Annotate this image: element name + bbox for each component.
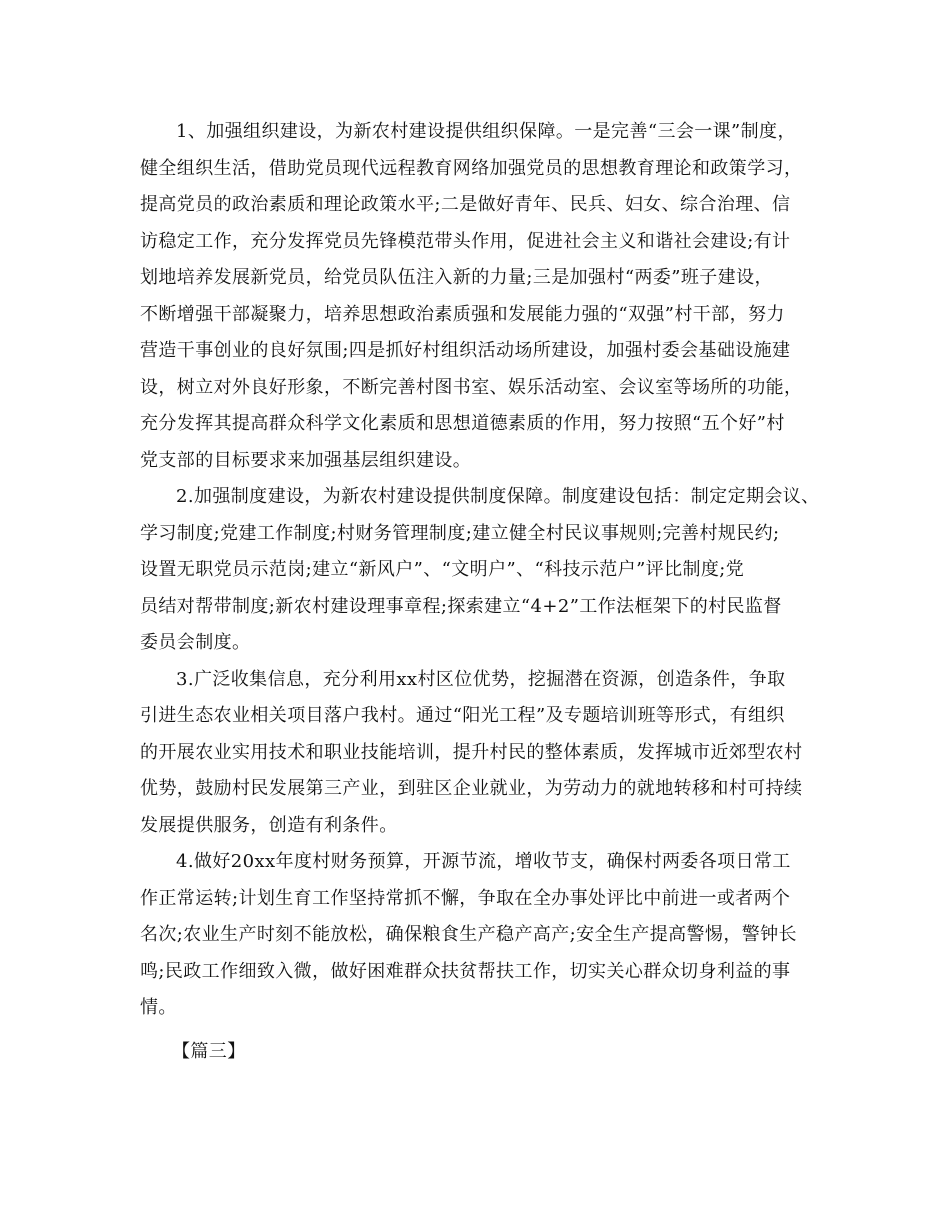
paragraph-line: 鸣;民政工作细致入微，做好困难群众扶贫帮扶工作，切实关心群众切身利益的事	[140, 960, 791, 982]
paragraph-line: 提高党员的政治素质和理论政策水平;二是做好青年、民兵、妇女、综合治理、信	[140, 194, 791, 215]
section-heading: 【篇三】	[172, 1040, 246, 1062]
paragraph-line: 健全组织生活，借助党员现代远程教育网络加强党员的思想教育理论和政策学习，	[140, 157, 803, 179]
paragraph-line: 设置无职党员示范岗;建立“新风户”、“文明户”、“科技示范户”评比制度;党	[140, 559, 745, 580]
paragraph-line: 情。	[140, 997, 177, 1018]
document-body	[140, 114, 830, 1070]
paragraph-line: 3.广泛收集信息，充分利用xx村区位优势，挖掘潜在资源，创造条件，争取	[176, 668, 786, 690]
paragraph-line: 不断增强干部凝聚力，培养思想政治素质强和发展能力强的“双强”村干部，努力	[140, 303, 785, 325]
paragraph-line: 访稳定工作，充分发挥党员先锋模范带头作用，促进社会主义和谐社会建设;有计	[140, 230, 791, 252]
paragraph-line: 优势，鼓励村民发展第三产业，到驻区企业就业，为劳动力的就地转移和村可持续	[140, 778, 803, 799]
paragraph-line: 营造干事创业的良好氛围;四是抓好村组织活动场所建设，加强村委会基础设施建	[140, 340, 791, 361]
paragraph-1	[140, 114, 830, 479]
paragraph-line: 作正常运转;计划生育工作坚持常抓不懈，争取在全办事处评比中前进一或者两个	[140, 887, 791, 909]
paragraph-line: 引进生态农业相关项目落户我村。通过“阳光工程”及专题培训班等形式，有组织	[140, 705, 785, 726]
paragraph-line: 学习制度;党建工作制度;村财务管理制度;建立健全村民议事规则;完善村规民约;	[140, 522, 780, 544]
paragraph-line: 4.做好20xx年度村财务预算，开源节流，增收节支，确保村两委各项日常工	[176, 851, 791, 872]
paragraph-line: 2.加强制度建设，为新农村建设提供制度保障。制度建设包括：制定定期会议、	[176, 486, 820, 507]
paragraph-2	[140, 479, 830, 662]
paragraph-line: 充分发挥其提高群众科学文化素质和思想道德素质的作用，努力按照“五个好”村	[140, 413, 785, 434]
paragraph-4	[140, 844, 830, 1027]
paragraph-line: 设，树立对外良好形象，不断完善村图书室、娱乐活动室、会议室等场所的功能，	[140, 376, 803, 398]
paragraph-line: 的开展农业实用技术和职业技能培训，提升村民的整体素质，发挥城市近郊型农村	[140, 741, 803, 763]
paragraph-line: 委员会制度。	[140, 632, 251, 653]
paragraph-line: 发展提供服务，创造有利条件。	[140, 814, 398, 836]
paragraph-line: 党支部的目标要求来加强基层组织建设。	[140, 449, 472, 471]
paragraph-3	[140, 662, 830, 845]
paragraph-line: 名次;农业生产时刻不能放松，确保粮食生产稳产高产;安全生产提高警惕，警钟长	[140, 924, 797, 945]
paragraph-line: 员结对帮带制度;新农村建设理事章程;探索建立“4+2”工作法框架下的村民监督	[140, 595, 782, 617]
paragraph-line: 1、加强组织建设，为新农村建设提供组织保障。一是完善“三会一课”制度，	[176, 121, 796, 142]
paragraph-line: 划地培养发展新党员，给党员队伍注入新的力量;三是加强村“两委”班子建设，	[140, 267, 773, 288]
